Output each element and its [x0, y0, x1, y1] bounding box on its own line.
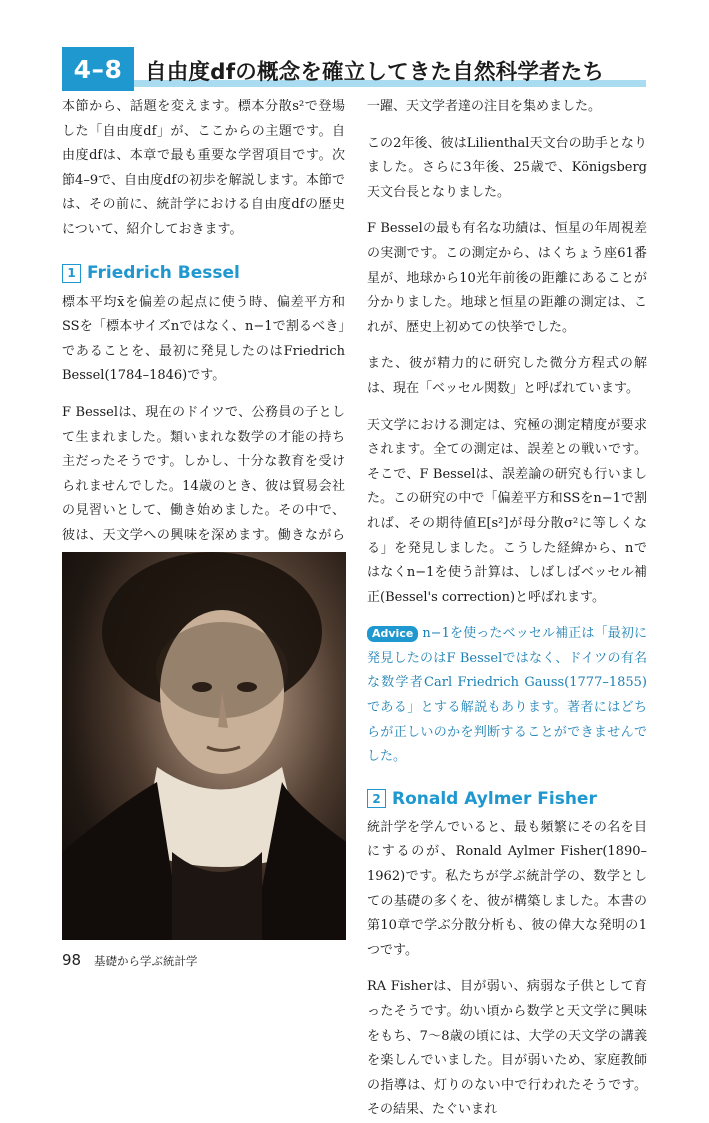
portrait-photo: [62, 552, 346, 940]
paragraph: また、彼が精力的に研究した微分方程式の解は、現在「ベッセル関数」と呼ばれています。: [367, 356, 647, 396]
section-title: Friedrich Bessel: [87, 263, 240, 284]
advice-text: n−1を使ったベッセル補正は「最初に発見したのはF Besselではなく、ドイツの有名な数学者Carl Friedrich Gauss(1777–1855)である」とする解説もあります。著者にはどちらが正しいのかを判断することができませんでした。: [367, 626, 647, 765]
paragraph: この2年後、彼はLilienthal天文台の助手となりました。さらに3年後、25歳で、Königsberg天文台長となりました。: [367, 135, 647, 200]
section-badge: 4–8: [62, 47, 134, 91]
paragraph: 一躍、天文学者達の注目を集めました。: [367, 99, 602, 114]
paragraph: 統計学を学んでいると、最も頻繁にその名を目にするのが、Ronald Aylmer Fisher(1890–1962)です。私たちが学ぶ統計学の、数学としての基礎の多くを、彼が構築しました。本書の第10章で学ぶ分散分析も、彼の偉大な発明の1つです。: [367, 819, 647, 958]
section-title: Ronald Aylmer Fisher: [392, 788, 597, 809]
section-heading-fisher: [367, 782, 647, 816]
section-number: 1: [62, 264, 81, 283]
section-heading-bessel: [62, 257, 345, 291]
section-number: 2: [367, 789, 386, 808]
paragraph: 天文学における測定は、究極の測定精度が要求されます。全ての測定は、誤差との戦いです。そこで、F Besselは、誤差論の研究も行いました。この研究の中で「偏差平方和SSをn−1で割れば、その期待値E[s²]が母分散σ²に等しくなる」を発見しました。こうした経緯から、nではなくn−1を使う計算は、しばしばベッセル補正(Bessel's correction)と呼ばれます。: [367, 417, 647, 605]
book-title: 基礎から学ぶ統計学: [94, 954, 198, 968]
page-number: 98: [62, 951, 82, 969]
left-column: [62, 95, 345, 598]
paragraph: RA Fisherは、目が弱い、病弱な子供として育ったそうです。幼い頃から数学と天文学に興味をもち、7〜8歳の頃には、大学の天文学の講義を楽しんでいました。目が弱いため、家庭教師の指導は、灯りのない中で行われたそうです。その結果、たぐいまれ: [367, 979, 647, 1118]
right-column: [367, 95, 647, 1123]
portrait-figure: [62, 552, 346, 940]
paragraph: F Besselは、現在のドイツで、公務員の子として生まれました。類いまれな数学の才能の持ち主だったそうです。しかし、十分な教育を受けられませんでした。14歳のとき、彼は貿易会社の見習いとして、働き始めました。その中で、彼は、天文学への興味を深めます。働きながら: [62, 404, 345, 543]
paragraph: 標本平均x̄を偏差の起点に使う時、偏差平方和SSを「標本サイズnではなく、n−1で割るべき」であることを、最初に発見したのはFriedrich Bessel(1784–1846)です。: [62, 294, 345, 384]
page-title: 自由度dfの概念を確立してきた自然科学者たち: [145, 60, 605, 85]
intro-paragraph: 本節から、話題を変えます。標本分散s²で登場した「自由度df」が、ここからの主題です。自由度dfは、本章で最も重要な学習項目です。次節4–9で、自由度dfの初歩を解説します。本節では、その前に、統計学における自由度dfの歴史について、紹介しておきます。: [62, 99, 345, 237]
paragraph: F Besselの最も有名な功績は、恒星の年周視差の実測です。この測定から、はくちょう座61番星が、地球から10光年前後の距離にあることが分かりました。地球と恒星の距離の測定は、これが、歴史上初めての快挙でした。: [367, 221, 647, 335]
advice-badge: Advice: [367, 626, 418, 642]
advice-note: [367, 622, 647, 770]
